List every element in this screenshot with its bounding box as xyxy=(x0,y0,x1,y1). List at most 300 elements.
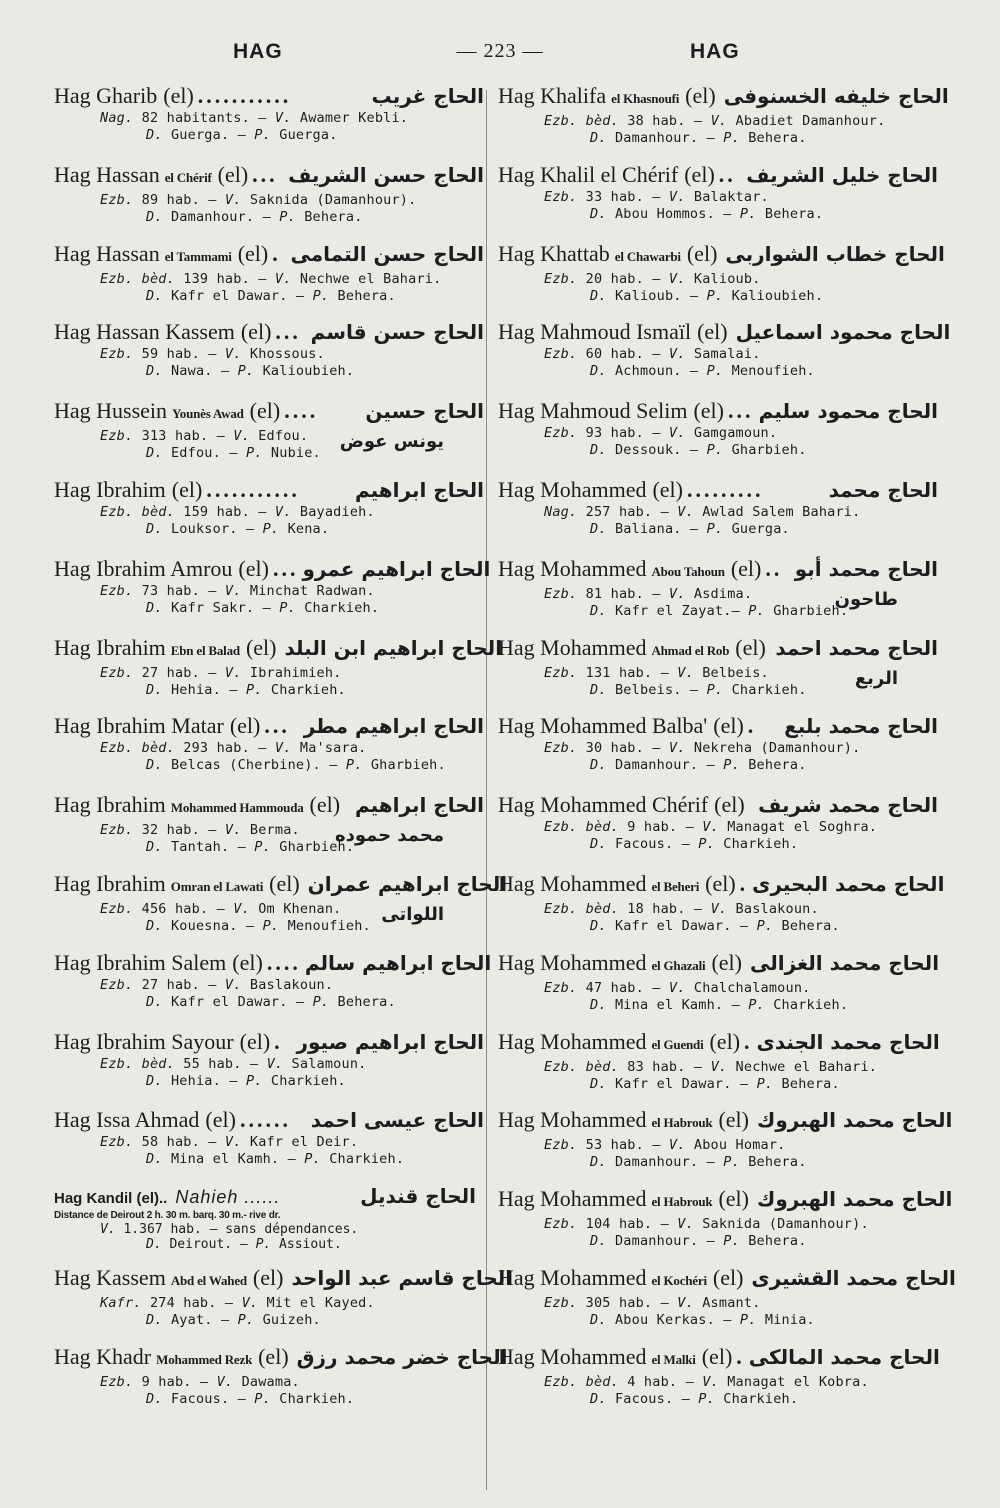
abbreviation: V. xyxy=(710,113,728,129)
detail-text: Asmant. xyxy=(693,1294,761,1311)
entry-detail-line xyxy=(54,363,484,380)
abbreviation: Ezb. xyxy=(544,585,578,602)
entry-name: Hag Ibrahim Amrou xyxy=(54,555,233,581)
entry-name: Hag Mohammed xyxy=(498,870,647,896)
detail-text: Om Khenan. xyxy=(249,900,342,917)
entry-leader-dots xyxy=(770,634,772,662)
abbreviation: P. xyxy=(254,839,271,856)
entry-title xyxy=(498,870,945,901)
entry-detail-line xyxy=(54,600,484,617)
entry xyxy=(54,791,484,870)
entry-name: Hag Mohammed Balba' xyxy=(498,713,708,739)
abbreviation: P. xyxy=(312,287,330,304)
detail-text: 9 hab. — xyxy=(133,1373,217,1390)
entry-title xyxy=(498,318,951,346)
detail-text: Behera. xyxy=(295,208,363,225)
abbreviation: Ezb. xyxy=(544,270,578,287)
abbreviation: Ezb. xyxy=(100,1134,134,1151)
abbreviation: V. xyxy=(702,1373,719,1390)
entry-title xyxy=(498,1185,953,1216)
abbreviation: D. xyxy=(590,681,607,698)
entry-leader-dots: . xyxy=(272,240,281,266)
entry-arabic-name: الحاج محمد المالكى xyxy=(748,1344,940,1369)
entry-leader-dots: . xyxy=(747,713,757,739)
entry-arabic-name: الحاج محمد xyxy=(828,477,938,502)
abbreviation: V. xyxy=(677,1216,694,1233)
entry-subname: el Chérif xyxy=(164,169,212,185)
entry-leader-dots: ......... xyxy=(687,476,764,502)
page-number: — 223 — xyxy=(456,40,544,62)
abbreviation: P. xyxy=(706,520,724,537)
entry-article: (el) xyxy=(171,476,203,502)
detail-text: 33 hab. — xyxy=(577,188,669,205)
abbreviation: D. xyxy=(590,205,607,222)
entry xyxy=(498,476,938,555)
abbreviation: D. xyxy=(590,1154,607,1171)
abbreviation: D. xyxy=(590,757,607,774)
entry-article: (el) xyxy=(217,161,249,187)
abbreviation: Ezb. xyxy=(544,1294,578,1311)
header-right: HAG xyxy=(690,40,740,63)
entry-leader-dots: . xyxy=(274,1028,283,1054)
entry-subname: el Malki xyxy=(651,1351,696,1367)
detail-text: 9 hab. — xyxy=(618,819,703,836)
entry-arabic-name: الحاج ابراهيم xyxy=(354,477,484,502)
entry-title xyxy=(498,712,938,740)
entry-title xyxy=(54,476,484,504)
entry-leader-dots: ... xyxy=(264,713,290,739)
detail-text: Nekreha (Damanhour). xyxy=(685,740,861,757)
detail-text: Guerga. xyxy=(723,520,790,537)
abbreviation: V. xyxy=(668,270,686,287)
entry-name: Hag Mahmoud Selim xyxy=(498,398,688,424)
entry-arabic-name: الحاج محمد بلبع xyxy=(784,714,938,739)
detail-text: Kalioub. xyxy=(685,270,761,287)
abbreviation: Ezb. xyxy=(100,346,134,363)
detail-text: Kafr el Dawar. — xyxy=(162,993,313,1010)
entry-article: (el) xyxy=(697,319,728,345)
entry-detail-line xyxy=(498,1137,938,1154)
entry-arabic-name: الحاج ابراهيم xyxy=(354,793,484,818)
entry-detail-line xyxy=(498,1154,938,1171)
detail-text: 81 hab. — xyxy=(577,585,669,602)
entry-title xyxy=(498,555,938,586)
abbreviation: V. xyxy=(274,740,292,757)
detail-text: 53 hab. — xyxy=(577,1137,669,1154)
entry-title xyxy=(54,161,484,192)
abbreviation: D. xyxy=(590,836,607,853)
entry-title xyxy=(54,397,484,428)
entry-name: Hag Ibrahim xyxy=(54,476,166,502)
header-left: HAG xyxy=(233,40,283,63)
entry xyxy=(498,161,938,240)
abbreviation: Ezb. xyxy=(100,822,134,839)
entry-subname: Mohammed Hammouda xyxy=(170,800,304,816)
abbreviation: V. xyxy=(710,1058,728,1075)
entry-article: (el) xyxy=(309,792,341,818)
entry-detail-line xyxy=(54,994,484,1011)
abbreviation: D. xyxy=(590,996,607,1013)
abbreviation: D. xyxy=(146,681,163,698)
abbreviation: V. xyxy=(216,1373,234,1390)
entry-article: (el) xyxy=(245,634,277,660)
entry-article: (el) xyxy=(701,1343,733,1369)
detail-text: Menoufieh. xyxy=(279,917,371,934)
abbreviation: P. xyxy=(237,363,255,380)
entry-detail-line xyxy=(498,757,938,774)
entry-leader-dots: ........... xyxy=(206,476,300,502)
abbreviation: P. xyxy=(698,1390,715,1407)
entry-leader-dots: ........... xyxy=(197,83,292,108)
abbreviation: P. xyxy=(723,130,740,146)
entry-arabic-name: الحاج ابراهيم ابن البلد xyxy=(284,635,503,660)
entry-detail-line xyxy=(54,346,484,363)
abbreviation: P. xyxy=(723,1233,740,1250)
abbreviation: P. xyxy=(706,363,724,380)
detail-text: Louksor. — xyxy=(162,520,263,537)
left-column xyxy=(54,82,513,1422)
entry-name: Hag Mohammed xyxy=(498,555,647,581)
entry-title xyxy=(54,318,484,346)
entry-title xyxy=(54,82,484,110)
entry xyxy=(498,240,945,319)
detail-text: Behera. xyxy=(773,917,840,934)
entry-leader-dots: .. xyxy=(765,555,783,581)
entry-name: Hag Mohammed xyxy=(498,1343,647,1369)
entry-name: Hag Mohammed xyxy=(498,1028,647,1054)
entry-article: (el) xyxy=(735,634,766,660)
abbreviation: P. xyxy=(345,757,363,774)
abbreviation: Ezb. xyxy=(100,664,134,681)
detail-text: Hehia. — xyxy=(162,1072,246,1089)
entry xyxy=(498,949,938,1028)
detail-text: Charkieh. xyxy=(295,599,380,616)
abbreviation: V. xyxy=(668,188,686,205)
detail-text: Gharbieh. xyxy=(723,442,807,459)
detail-text: 1.367 hab. — sans dépendances. xyxy=(115,1222,359,1238)
abbreviation: D. xyxy=(146,287,163,304)
detail-text: 38 hab. — xyxy=(618,113,711,129)
abbreviation: D. xyxy=(590,1390,607,1407)
entry-detail-line xyxy=(498,1391,938,1408)
abbreviation: D. xyxy=(146,1151,163,1168)
entry xyxy=(498,634,938,713)
entry-title xyxy=(54,634,503,665)
detail-text: 104 hab. — xyxy=(577,1216,678,1233)
detail-text: Managat el Soghra. xyxy=(718,819,878,836)
entry-article: (el) xyxy=(685,83,716,108)
abbreviation: D. xyxy=(590,917,607,934)
entry-detail-line xyxy=(54,1056,484,1073)
abbreviation: V. xyxy=(668,740,686,757)
detail-text: 20 hab. — xyxy=(577,270,669,287)
entry-name: Hag Khalifa xyxy=(498,83,607,108)
entry-subname: Abou Tahoun xyxy=(651,563,725,579)
entry-detail-line xyxy=(54,1151,484,1168)
entry-detail-line xyxy=(54,110,484,127)
entry-detail-line xyxy=(498,1312,938,1329)
entry-subname: el Khasnoufi xyxy=(611,91,680,106)
abbreviation: P. xyxy=(245,445,263,462)
entry-title xyxy=(498,397,938,425)
detail-text: Kalioubieh. xyxy=(723,287,824,304)
abbreviation: P. xyxy=(279,208,296,225)
abbreviation: Ezb. bèd. xyxy=(544,1058,619,1075)
entry-arabic-name: الحاج خضر محمد رزق xyxy=(296,1344,508,1369)
entry-detail-line xyxy=(54,1295,484,1312)
detail-text: Mina el Kamh. — xyxy=(162,1151,305,1168)
abbreviation: V. xyxy=(677,503,694,520)
entry xyxy=(54,1106,484,1185)
entry-detail-line xyxy=(498,1216,938,1233)
entry-arabic-name: الحاج ابراهيم مطر xyxy=(303,714,484,739)
entry-subname: el Kochéri xyxy=(651,1272,707,1288)
abbreviation: P. xyxy=(312,993,330,1010)
entry-kandil xyxy=(54,1185,484,1264)
detail-text: Samalai. xyxy=(685,346,761,363)
entry-detail-line xyxy=(54,977,484,994)
detail-text: Charkieh. xyxy=(714,1390,799,1407)
abbreviation: P. xyxy=(723,1154,740,1171)
entry-article: (el) xyxy=(711,949,742,975)
abbreviation: P. xyxy=(756,917,774,934)
detail-text: 82 habitants. — xyxy=(133,110,275,126)
entry-arabic-name: الحاج حسين xyxy=(365,399,484,424)
entry-arabic-name: الحاج محمد أبو xyxy=(794,556,938,581)
entry-title xyxy=(54,1106,484,1134)
entry-arabic-name: الحاج خطاب الشواربى xyxy=(725,241,945,266)
detail-text: Charkieh. xyxy=(764,996,849,1013)
abbreviation: V. xyxy=(668,1137,686,1154)
abbreviation: Ezb. bèd. xyxy=(544,1373,619,1390)
abbreviation: D. xyxy=(146,363,163,380)
abbreviation: P. xyxy=(255,1237,272,1253)
entry-detail-line xyxy=(54,1312,484,1329)
abbreviation: D. xyxy=(590,1233,607,1250)
detail-text: 27 hab. — xyxy=(133,976,225,993)
entry xyxy=(54,318,484,397)
entry-detail-line xyxy=(498,130,938,147)
entry-detail-line xyxy=(54,682,484,699)
entry-title xyxy=(498,1028,938,1059)
abbreviation: P. xyxy=(756,1075,774,1092)
abbreviation: V. xyxy=(266,1055,284,1072)
detail-text: Managat el Kobra. xyxy=(718,1373,869,1390)
entry-leader-dots: .... xyxy=(284,398,319,424)
abbreviation: D. xyxy=(146,127,163,143)
detail-text: Nubie. xyxy=(262,445,321,462)
detail-text: Kafr el Dawar. — xyxy=(606,917,757,934)
entry-subname: el Habrouk xyxy=(651,1194,713,1210)
entry xyxy=(498,712,938,791)
detail-text: Gharbieh. xyxy=(270,839,355,856)
entry xyxy=(54,1028,484,1107)
entry-detail-line xyxy=(498,271,938,288)
abbreviation: D. xyxy=(590,520,607,537)
entry-arabic-name: الحاج ابراهيم عمرو xyxy=(302,556,491,581)
page-header xyxy=(0,40,1000,72)
abbreviation: D. xyxy=(146,839,163,856)
abbreviation: D. xyxy=(590,130,607,146)
entry-detail-line xyxy=(54,665,484,682)
entry-article: (el) xyxy=(249,398,281,424)
abbreviation: D. xyxy=(146,757,163,774)
detail-text: Hehia. — xyxy=(162,681,246,698)
abbreviation: Ezb. xyxy=(100,976,134,993)
detail-text: Assiout. xyxy=(271,1237,342,1253)
detail-text: 32 hab. — xyxy=(133,822,225,839)
detail-text: Kouesna. — xyxy=(162,917,263,934)
abbreviation: V. xyxy=(668,585,686,602)
entry-leader-dots: ... xyxy=(252,161,278,187)
entry-title xyxy=(54,870,508,901)
entry-title xyxy=(498,791,938,819)
abbreviation: Ezb. bèd. xyxy=(100,740,175,757)
entry-title xyxy=(498,82,949,113)
abbreviation: V. xyxy=(233,900,250,917)
detail-text: Kena. xyxy=(279,520,330,537)
entry-leader-dots: . xyxy=(739,870,749,896)
entry-arabic-name: الحاج ابراهيم صيور xyxy=(296,1029,484,1054)
detail-text: Abadiet Damanhour. xyxy=(727,113,886,129)
entry-name: Hag Kassem xyxy=(54,1264,166,1290)
detail-text: 60 hab. — xyxy=(577,346,669,363)
detail-text: Tantah. — xyxy=(162,839,255,856)
abbreviation: V. xyxy=(668,425,686,442)
abbreviation: D. xyxy=(146,917,163,934)
entry xyxy=(54,555,491,634)
entry-detail-line xyxy=(54,192,484,209)
abbreviation: P. xyxy=(739,1311,757,1328)
abbreviation: P. xyxy=(706,681,724,698)
entry-detail-line xyxy=(54,504,484,521)
detail-text: Behera. xyxy=(739,1154,807,1171)
entry-nahieh: Nahieh ...... xyxy=(175,1187,281,1208)
detail-text: Charkieh. xyxy=(262,681,346,698)
detail-text: Edfou. xyxy=(249,428,309,445)
detail-text: Minia. xyxy=(756,1311,815,1328)
entry-article: (el) xyxy=(684,161,715,187)
entry-subname: Omran el Lawati xyxy=(170,878,264,894)
detail-text: Abou Hommos. — xyxy=(606,205,740,222)
entry-title xyxy=(498,634,938,665)
entry-leader-dots: .. xyxy=(718,161,736,187)
abbreviation: Ezb. bèd. xyxy=(100,270,175,287)
entry-detail-line xyxy=(54,271,484,288)
entry-name: Hag Mohammed xyxy=(498,1186,647,1212)
abbreviation: P. xyxy=(748,996,765,1013)
detail-text: 257 hab. — xyxy=(577,503,678,520)
abbreviation: V. xyxy=(702,819,719,836)
entry-article: (el) xyxy=(205,1107,236,1133)
abbreviation: P. xyxy=(245,681,263,698)
entry-arabic-name: الحاج محمد القشيرى xyxy=(751,1265,956,1290)
entry-arabic-continuation: الربع xyxy=(854,667,898,689)
entry-article: (el) xyxy=(652,476,683,502)
detail-text: Facous. — xyxy=(606,1390,699,1407)
entry xyxy=(498,397,938,476)
entry-name: Hag Hassan xyxy=(54,240,160,266)
abbreviation: Ezb. xyxy=(544,1137,578,1154)
abbreviation: P. xyxy=(245,1072,263,1089)
entry-detail-line xyxy=(498,363,938,380)
detail-text: 55 hab. — xyxy=(174,1055,267,1072)
detail-text: Asdima. xyxy=(685,585,753,602)
abbreviation: D. xyxy=(146,1072,163,1089)
entry-detail-line xyxy=(54,127,484,144)
entry-name: Hag Hassan Kassem xyxy=(54,319,235,345)
entry-arabic-continuation: طاحون xyxy=(834,588,898,610)
abbreviation: Nag. xyxy=(544,503,578,520)
abbreviation: Ezb. xyxy=(100,428,134,445)
entry-detail-line xyxy=(498,504,938,521)
entry-subname: Abd el Wahed xyxy=(170,1272,247,1288)
detail-text: Behera. xyxy=(329,993,396,1010)
entry-name: Hag Ibrahim Salem xyxy=(54,949,227,975)
entry-name: Hag Mohammed xyxy=(498,1107,647,1133)
entry-title xyxy=(54,1028,484,1056)
entry-detail-line xyxy=(498,819,938,836)
entry-arabic-name: الحاج قنديل xyxy=(360,1184,476,1209)
entry-leader-dots: ...... xyxy=(239,1107,291,1133)
detail-text: Damanhour. — xyxy=(606,1233,724,1250)
entry-name: Hag Khattab xyxy=(498,240,610,266)
entry-subname: Ahmad el Rob xyxy=(651,642,730,658)
entry-name: Hag Ibrahim xyxy=(54,792,166,818)
entry-leader-dots: .... xyxy=(266,949,301,975)
abbreviation: Ezb. xyxy=(544,425,578,442)
entry-arabic-continuation: يونس عوض xyxy=(339,431,444,453)
abbreviation: D. xyxy=(590,602,607,619)
entry-subname: Ebn el Balad xyxy=(170,642,240,658)
abbreviation: D. xyxy=(146,445,163,462)
entry-detail-line xyxy=(498,113,938,130)
detail-text: Dessouk. — xyxy=(606,442,707,459)
entry-subname: Younès Awad xyxy=(172,406,244,422)
abbreviation: V. xyxy=(274,270,292,287)
entry-arabic-continuation: اللواتى xyxy=(381,903,444,925)
entry-detail-line xyxy=(498,189,938,206)
detail-text: Menoufieh. xyxy=(723,363,815,380)
detail-text: Kafr el Dawar. — xyxy=(162,287,313,304)
entry-detail-line xyxy=(54,1073,484,1090)
entry-article: (el) xyxy=(239,1028,271,1054)
detail-text: Gharbieh. xyxy=(362,757,446,774)
entry-name: Hag Issa Ahmad xyxy=(54,1107,200,1133)
entry-title xyxy=(54,1264,513,1295)
entry-arabic-name: الحاج غريب xyxy=(371,84,484,108)
detail-text: 4 hab. — xyxy=(618,1373,703,1390)
entry-detail-line xyxy=(498,1059,938,1076)
abbreviation: Ezb. bèd. xyxy=(100,1055,175,1072)
detail-text: Behera. xyxy=(739,757,807,774)
detail-text: 27 hab. — xyxy=(133,664,225,681)
entry xyxy=(54,82,484,161)
entry-article: (el) xyxy=(238,555,269,581)
entry-name: Hag Mahmoud Ismaïl xyxy=(498,319,692,345)
detail-text: 89 hab. — xyxy=(133,191,225,208)
entry-article: (el) xyxy=(718,1107,749,1133)
entry-arabic-name: الحاج محمد شريف xyxy=(758,793,938,818)
entry-subname: el Chawarbi xyxy=(614,248,681,264)
entry-detail-line xyxy=(54,1222,484,1237)
detail-text: Deirout. — xyxy=(161,1237,256,1253)
entry xyxy=(498,791,938,870)
abbreviation: V. xyxy=(224,346,242,363)
entry-arabic-name: الحاج محمود سليم xyxy=(758,399,938,424)
abbreviation: D. xyxy=(146,993,163,1010)
abbreviation: Ezb. xyxy=(544,188,578,205)
